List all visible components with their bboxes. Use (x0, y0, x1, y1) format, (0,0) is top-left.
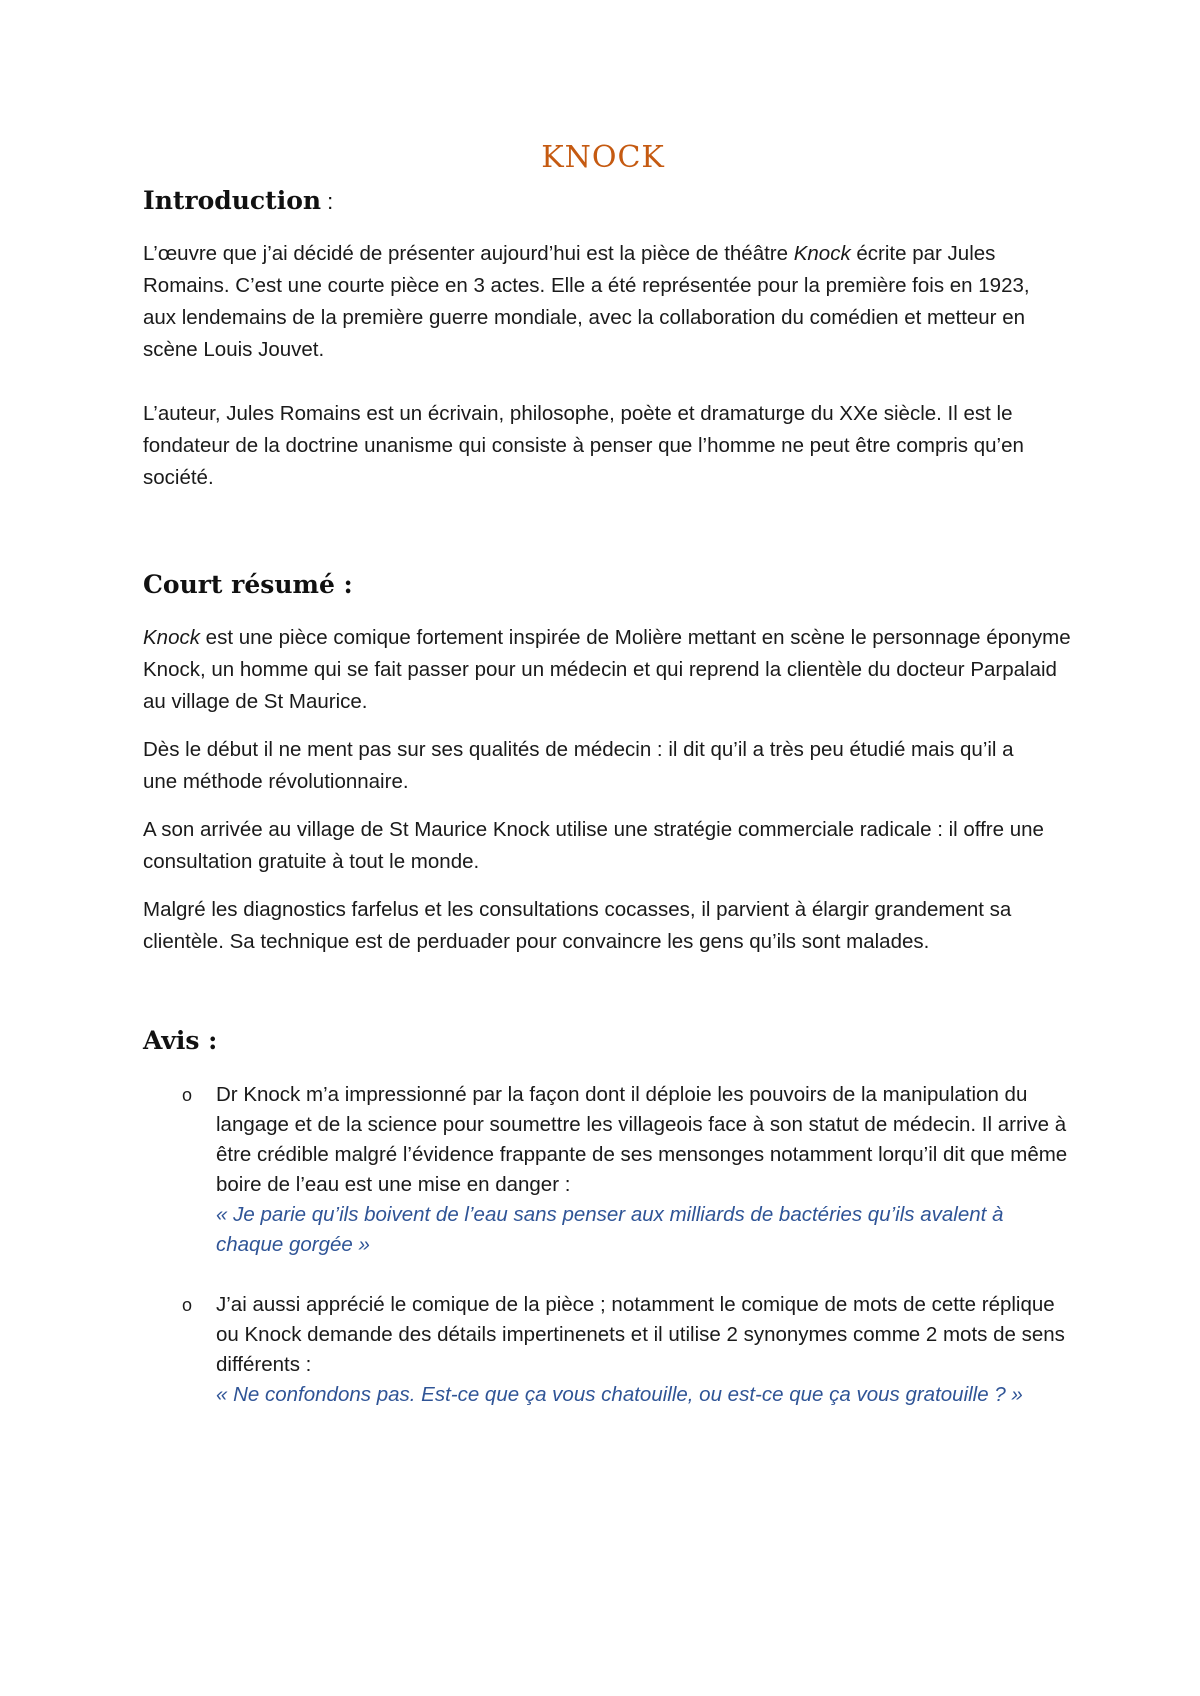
bullet-marker: o (182, 1295, 193, 1315)
introduction-paragraph-2: L’auteur, Jules Romains est un écrivain, philosophe, poète et dramaturge du XXe siècle. Il est le fondateur de la doctrine unanisme qui consiste à penser que l’homme ne peut être compris qu’en société. (143, 402, 1024, 489)
avis-heading: Avis : (143, 1026, 218, 1055)
introduction-heading-colon: : (321, 189, 334, 214)
resume-paragraph-4: Malgré les diagnostics farfelus et les consultations cocasses, il parvient à élargir grandement sa clientèle. Sa technique est de perduader pour convaincre les gens qu’ils sont malades. (143, 898, 1012, 953)
avis-item-2-quote: « Ne confondons pas. Est-ce que ça vous chatouille, ou est-ce que ça vous gratouille ? » (216, 1383, 1023, 1406)
intro-p1-text-b: écrite par Jules Romains. C’est une courte pièce en 3 actes. Elle a été représentée pour la première fois en 1923, aux lendemains de la première guerre mondiale, avec la collaboration du comédien et metteur en scène Louis Jouvet. (143, 242, 1030, 361)
resume-p1-text: est une pièce comique fortement inspirée de Molière mettant en scène le personnage éponyme Knock, un homme qui se fait passer pour un médecin et qui reprend la clientèle du docteur Parpalaid au village de St Maurice. (143, 626, 1071, 713)
resume-p1-title-italic: Knock (143, 626, 200, 649)
resume-paragraph-1 (143, 622, 1073, 718)
introduction-paragraph-1 (143, 238, 1053, 366)
introduction-heading (143, 186, 333, 215)
bullet-marker: o (182, 1085, 193, 1105)
resume-paragraph-2: Dès le début il ne ment pas sur ses qualités de médecin : il dit qu’il a très peu étudié mais qu’il a une méthode révolutionnaire. (143, 738, 1014, 793)
document-title: KNOCK (541, 140, 665, 175)
avis-item-1 (216, 1080, 1076, 1260)
resume-heading: Court résumé : (143, 570, 353, 599)
intro-p1-title-italic: Knock (793, 242, 851, 265)
avis-item-2-text: J’ai aussi apprécié le comique de la pièce ; notamment le comique de mots de cette réplique ou Knock demande des détails impertinenets et il utilise 2 synonymes comme 2 mots de sens différents : (216, 1293, 1065, 1376)
resume-paragraph-3: A son arrivée au village de St Maurice Knock utilise une stratégie commerciale radicale : il offre une consultation gratuite à tout le monde. (143, 818, 1044, 873)
avis-item-1-quote: « Je parie qu’ils boivent de l’eau sans penser aux milliards de bactéries qu’ils avalent à chaque gorgée » (216, 1203, 1004, 1256)
avis-item-2 (216, 1290, 1066, 1410)
introduction-heading-text: Introduction (143, 186, 322, 215)
intro-p1-text-a: L’œuvre que j’ai décidé de présenter aujourd’hui est la pièce de théâtre (143, 242, 794, 265)
avis-item-1-text: Dr Knock m’a impressionné par la façon dont il déploie les pouvoirs de la manipulation du langage et de la science pour soumettre les villageois face à son statut de médecin. Il arrive à être crédible malgré l’évidence frappante de ses mensonges notamment lorqu’il dit que même boire de l’eau est une mise en danger : (216, 1083, 1068, 1196)
